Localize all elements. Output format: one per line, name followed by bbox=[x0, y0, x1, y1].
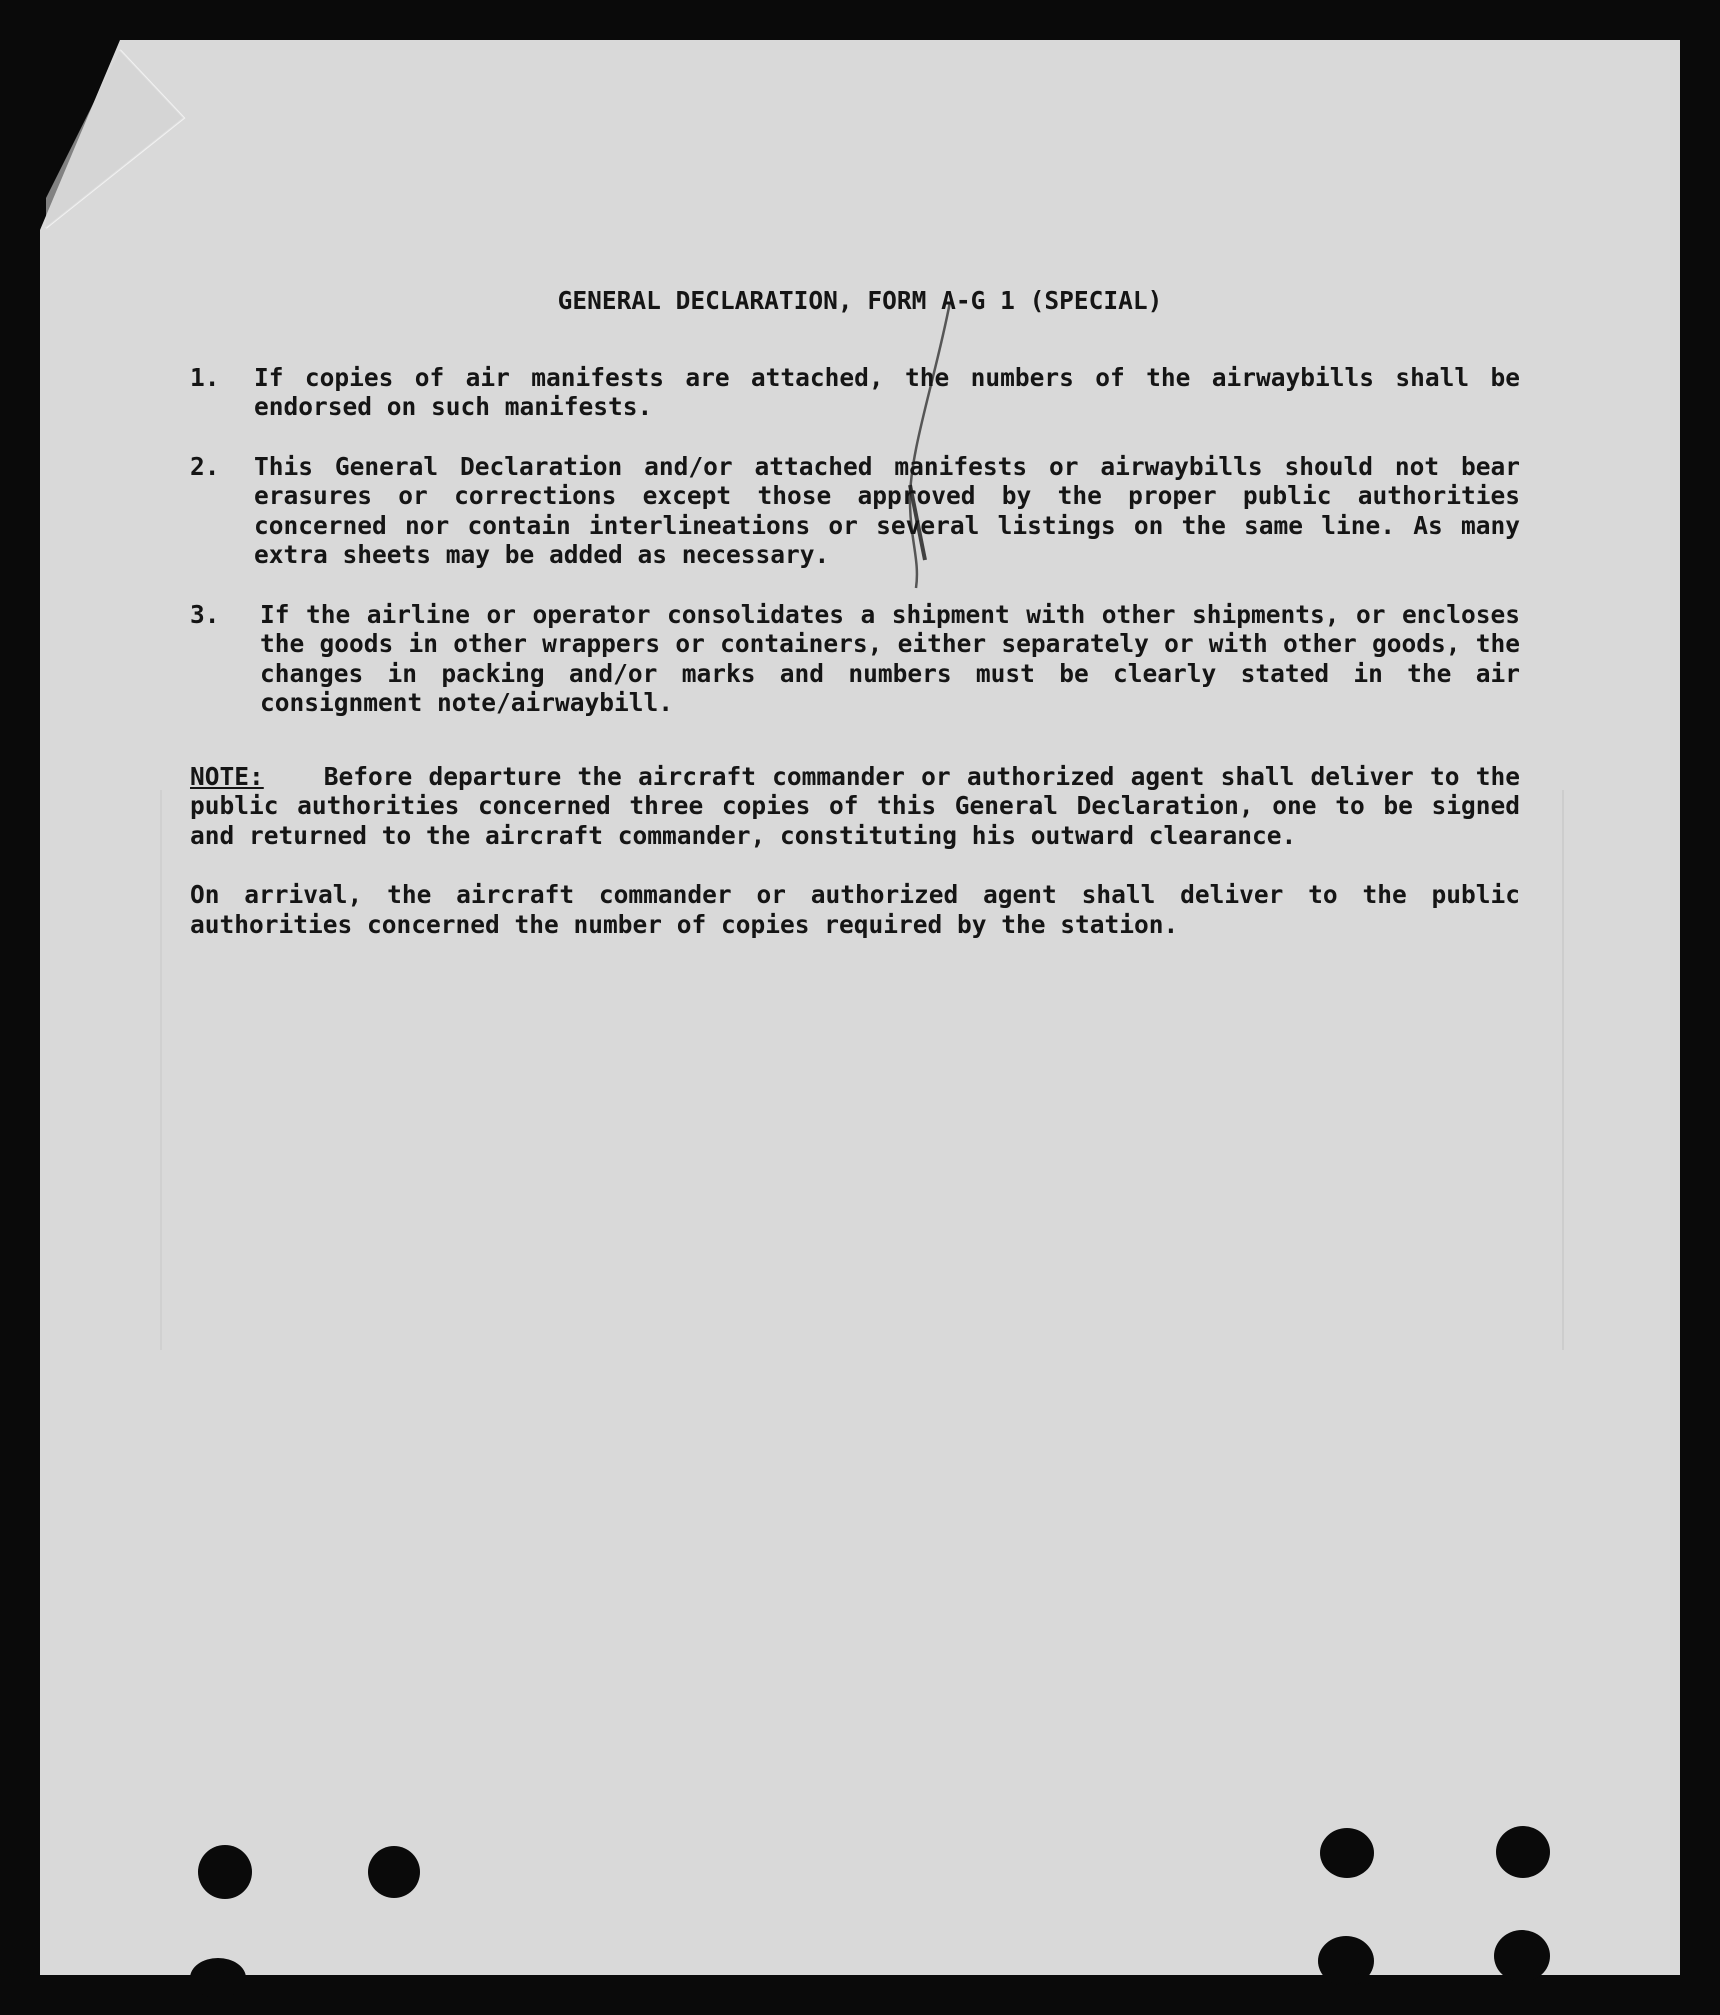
punch-hole bbox=[1496, 1826, 1550, 1878]
note-text: Before departure the aircraft commander or authorized agent shall deliver to the public authorities concerned three copies of this General Declaration, one to be signed and returned to the aircraft commander, constituting his outward clearance. bbox=[190, 761, 1520, 850]
punch-hole bbox=[198, 1845, 252, 1899]
instruction-item-3 bbox=[190, 600, 1520, 718]
declaration-text bbox=[190, 286, 1520, 939]
note-label: NOTE: bbox=[190, 761, 264, 791]
punch-hole bbox=[1320, 1828, 1374, 1878]
item-number: 3. bbox=[190, 599, 220, 629]
item-text: If the airline or operator consolidates a shipment with other shipments, or encloses the goods in other wrappers or containers, either separately or with other goods, the changes in packing and/or marks and numbers must be clearly stated in the air consignment note/airwaybill. bbox=[260, 599, 1520, 717]
punch-hole bbox=[368, 1846, 420, 1898]
punch-hole bbox=[190, 1958, 246, 1998]
item-text: This General Declaration and/or attached manifests or airwaybills should not bear erasures or corrections except those approved by the proper public authorities concerned nor contain interlineations or several listings on the same line. As many extra sheets may be added as necessary. bbox=[254, 451, 1520, 569]
item-text: If copies of air manifests are attached, the numbers of the airwaybills shall be endorsed on such manifests. bbox=[254, 362, 1520, 421]
arrival-paragraph: On arrival, the aircraft commander or authorized agent shall deliver to the public authorities concerned the number of copies required by the station. bbox=[190, 880, 1520, 939]
punch-hole bbox=[1318, 1936, 1374, 1986]
document-title: GENERAL DECLARATION, FORM A-G 1 (SPECIAL) bbox=[557, 286, 1163, 315]
punch-hole bbox=[1494, 1930, 1550, 1982]
instruction-item-1 bbox=[190, 363, 1520, 422]
item-number: 1. bbox=[190, 362, 220, 392]
note-paragraph bbox=[190, 762, 1520, 851]
instruction-item-2 bbox=[190, 452, 1520, 570]
item-number: 2. bbox=[190, 451, 220, 481]
folded-corner bbox=[44, 48, 224, 238]
